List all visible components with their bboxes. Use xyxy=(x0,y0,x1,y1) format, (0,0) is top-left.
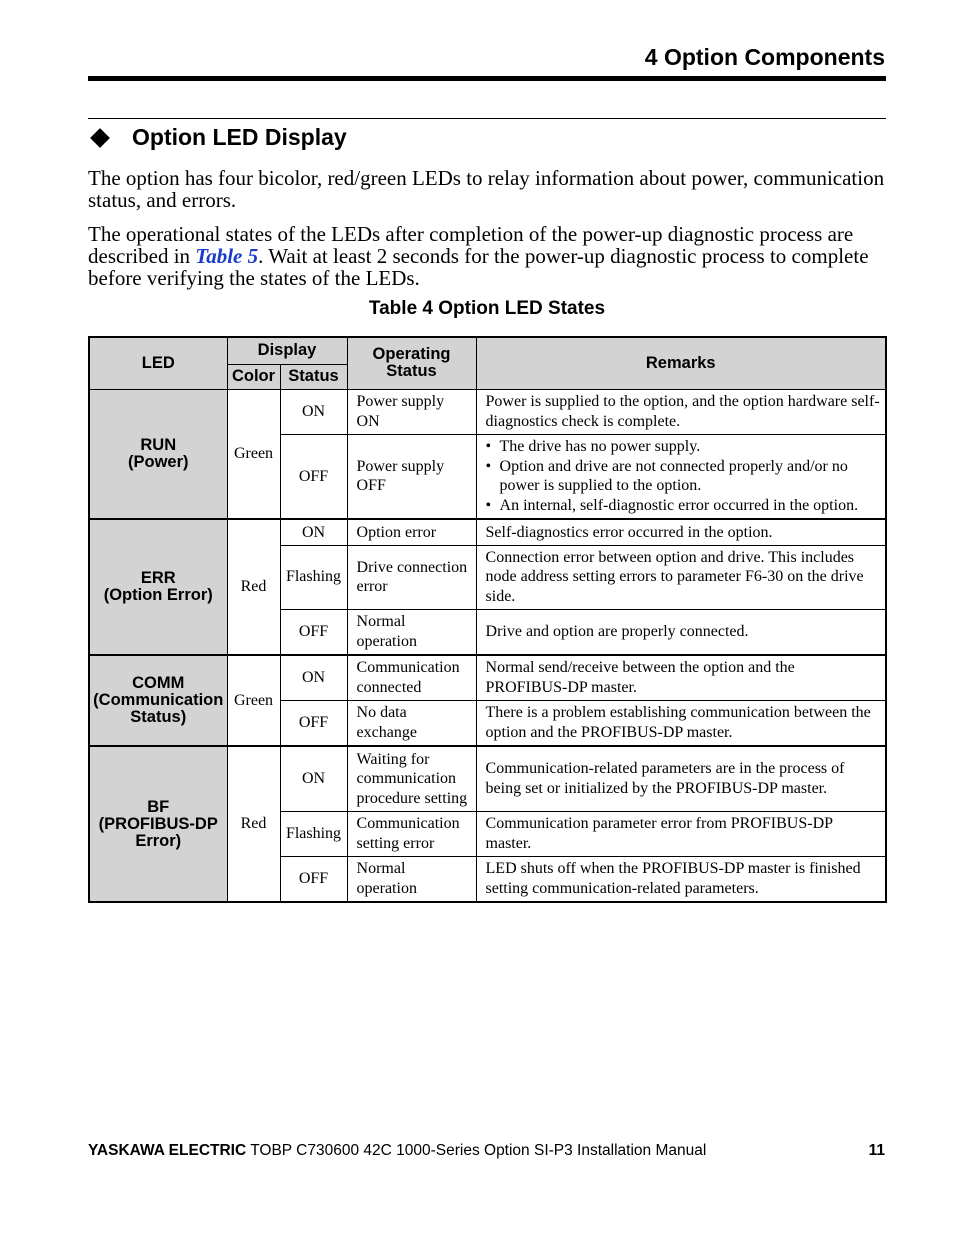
operating-status xyxy=(347,811,476,856)
op-line: operation xyxy=(356,879,417,897)
footer-doc-title: TOBP C730600 42C 1000-Series Option SI-P3 Installation Manual xyxy=(246,1142,707,1159)
operating-status xyxy=(347,609,476,655)
remark: Connection error between option and drive. This includes node address setting errors to parameter F6-30 on the drive side. xyxy=(476,545,886,609)
op-line: Power supply xyxy=(356,393,445,410)
op-line: Power supply xyxy=(356,457,445,475)
header-operating-line1: Operating xyxy=(372,345,451,364)
operating-status xyxy=(347,700,476,746)
header-operating-status xyxy=(347,337,476,389)
chapter-title: 4 Option Components xyxy=(644,44,885,70)
bullet-item xyxy=(486,457,880,496)
op-line: error xyxy=(356,578,388,595)
led-label: COMM xyxy=(132,674,185,692)
op-line: procedure setting xyxy=(356,789,468,807)
led-color: Red xyxy=(227,519,280,655)
led-name-run xyxy=(89,389,227,519)
section-heading xyxy=(90,124,347,151)
op-line: operation xyxy=(356,632,417,650)
led-name-comm xyxy=(89,655,227,746)
operating-status: Option error xyxy=(347,519,476,545)
led-sublabel: (Communication xyxy=(93,691,224,709)
led-sublabel: Error) xyxy=(135,831,182,850)
led-sublabel: (PROFIBUS-DP xyxy=(98,814,218,833)
header-operating-line2: Status xyxy=(386,362,437,381)
table-5-link[interactable]: Table 5 xyxy=(195,244,259,268)
section-title: Option LED Display xyxy=(132,124,347,150)
led-status: OFF xyxy=(280,434,347,519)
operating-status xyxy=(347,655,476,700)
diamond-bullet-icon xyxy=(90,128,110,148)
paragraph-text: . Wait at least 2 seconds for the power-up diagnostic process to complete before verifying the states of the LEDs. xyxy=(88,244,869,290)
operating-status xyxy=(347,434,476,519)
led-status: OFF xyxy=(280,609,347,655)
remark: There is a problem establishing communication between the option and the PROFIBUS-DP master. xyxy=(476,700,886,746)
led-states-table xyxy=(88,336,887,903)
header-led: LED xyxy=(89,337,227,389)
header-color: Color xyxy=(227,364,280,389)
op-line: Communication xyxy=(356,659,460,677)
led-status: ON xyxy=(280,746,347,811)
operating-status xyxy=(347,545,476,609)
op-line: Drive connection xyxy=(356,558,468,576)
led-status: ON xyxy=(280,389,347,434)
states-paragraph xyxy=(88,223,886,289)
led-status: ON xyxy=(280,655,347,700)
footer-brand: YASKAWA ELECTRIC xyxy=(88,1142,247,1159)
bullet-text: The drive has no power supply. xyxy=(499,438,701,456)
led-name-bf xyxy=(89,746,227,902)
op-line: No data xyxy=(356,704,407,722)
led-status: ON xyxy=(280,519,347,545)
led-label: BF xyxy=(147,797,170,816)
op-line: Normal xyxy=(356,613,406,631)
led-status: OFF xyxy=(280,700,347,746)
bullet-item xyxy=(486,496,880,516)
remark: LED shuts off when the PROFIBUS-DP master is finished setting communication-related parameters. xyxy=(476,856,886,902)
led-sublabel: (Option Error) xyxy=(103,586,213,604)
remark: Self-diagnostics error occurred in the option. xyxy=(476,519,886,545)
operating-status xyxy=(347,746,476,811)
header-remarks: Remarks xyxy=(476,337,886,389)
led-sublabel: (Power) xyxy=(127,452,189,471)
op-line: ON xyxy=(356,412,380,430)
op-line: connected xyxy=(356,678,422,696)
section-rule xyxy=(88,118,886,119)
op-line: OFF xyxy=(356,477,386,495)
header-display: Display xyxy=(227,337,347,364)
op-line: setting error xyxy=(356,834,435,852)
bullet-text: An internal, self-diagnostic error occurred in the option. xyxy=(499,496,859,514)
led-color: Green xyxy=(227,655,280,746)
footer-doc-info xyxy=(88,1142,706,1160)
remark: Normal send/receive between the option and the PROFIBUS-DP master. xyxy=(476,655,886,700)
header-rule xyxy=(88,76,886,81)
op-line: Waiting for xyxy=(356,750,430,768)
page-number: 11 xyxy=(868,1142,885,1159)
led-label: ERR xyxy=(140,569,176,587)
led-status: OFF xyxy=(280,856,347,902)
led-label: RUN xyxy=(140,435,177,454)
led-color: Red xyxy=(227,746,280,902)
led-sublabel: Status) xyxy=(130,708,187,726)
bullet-icon: • xyxy=(485,438,492,456)
operating-status xyxy=(347,856,476,902)
remark: Communication-related parameters are in the process of being set or initialized by the PROFIBUS-DP master. xyxy=(476,746,886,811)
bullet-item xyxy=(486,437,880,457)
op-line: Normal xyxy=(356,860,406,878)
bullet-icon: • xyxy=(485,457,492,475)
table-caption: Table 4 Option LED States xyxy=(368,298,606,319)
led-status: Flashing xyxy=(280,811,347,856)
intro-paragraph: The option has four bicolor, red/green LEDs to relay information about power, communication status, and errors. xyxy=(88,166,885,212)
bullet-text: Option and drive are not connected properly and/or no power is supplied to the option. xyxy=(499,457,848,495)
led-status: Flashing xyxy=(280,545,347,609)
remark: Power is supplied to the option, and the option hardware self-diagnostics check is complete. xyxy=(476,389,886,434)
operating-status xyxy=(347,389,476,434)
remark-bullets xyxy=(476,434,886,519)
remark: Drive and option are properly connected. xyxy=(476,609,886,655)
led-color: Green xyxy=(227,389,280,519)
op-line: exchange xyxy=(356,723,417,741)
op-line: Communication xyxy=(356,815,460,832)
bullet-icon: • xyxy=(485,496,492,514)
paragraph-text: The operational states of the LEDs after completion of the power-up diagnostic process are described in xyxy=(88,222,854,268)
remark: Communication parameter error from PROFIBUS-DP master. xyxy=(476,811,886,856)
header-status: Status xyxy=(280,364,347,389)
op-line: communication xyxy=(356,770,457,787)
led-name-err xyxy=(89,519,227,655)
